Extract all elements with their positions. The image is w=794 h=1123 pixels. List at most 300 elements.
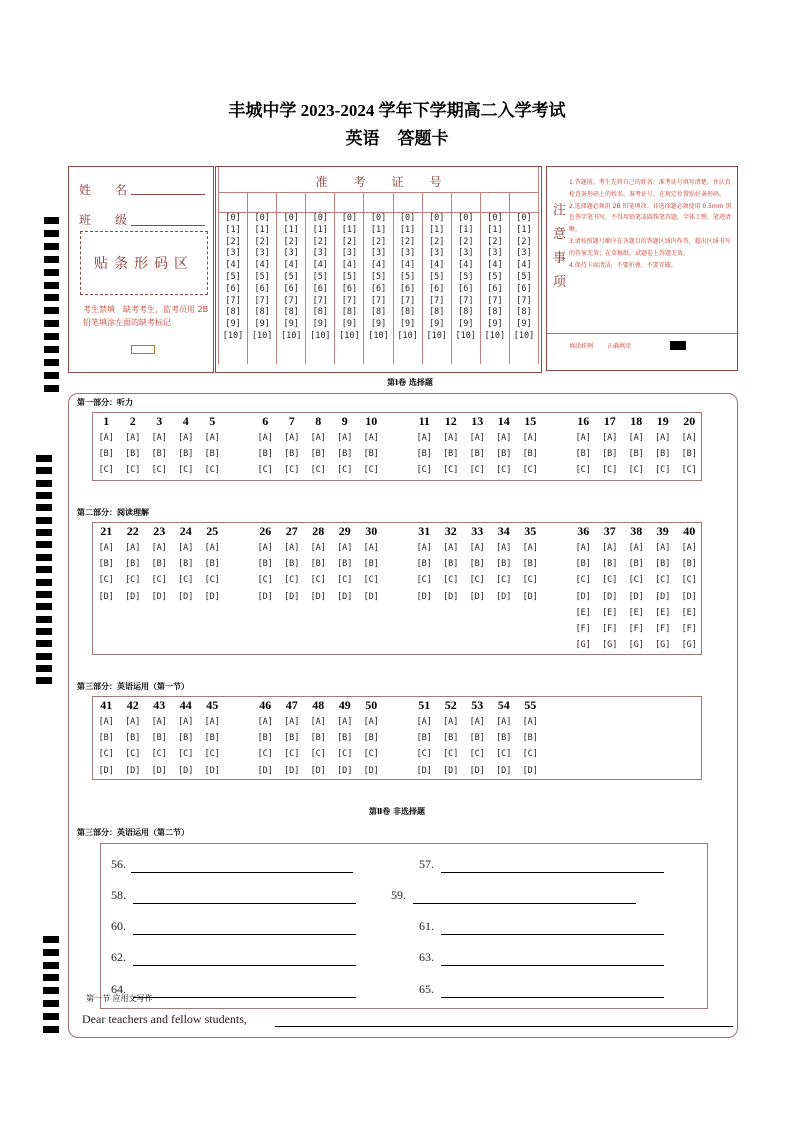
answer-bubble[interactable]: [C] xyxy=(284,575,300,586)
answer-bubble[interactable]: [B] xyxy=(310,733,326,744)
answer-bubble[interactable]: [C] xyxy=(416,575,432,586)
exam-number-bubble[interactable]: [6] xyxy=(254,283,270,294)
exam-number-bubble[interactable]: [7] xyxy=(254,295,270,306)
exam-number-bubble[interactable]: [2] xyxy=(341,236,358,247)
answer-bubble[interactable]: [A] xyxy=(443,717,459,728)
answer-bubble[interactable]: [A] xyxy=(284,543,300,554)
exam-number-bubble[interactable]: [7] xyxy=(312,295,328,306)
answer-bubble[interactable]: [E] xyxy=(602,607,618,618)
exam-number-bubble[interactable]: [8] xyxy=(370,307,387,318)
blank-62[interactable] xyxy=(133,965,356,966)
exam-number-bubble[interactable]: [1] xyxy=(283,224,299,235)
answer-bubble[interactable]: [A] xyxy=(363,433,379,444)
answer-bubble[interactable]: [E] xyxy=(628,607,644,618)
exam-number-write-cell[interactable] xyxy=(364,193,392,213)
answer-bubble[interactable]: [B] xyxy=(204,733,220,744)
class-field[interactable] xyxy=(131,225,205,226)
answer-bubble[interactable]: [G] xyxy=(575,640,591,651)
answer-bubble[interactable]: [B] xyxy=(125,559,141,570)
exam-number-bubble[interactable]: [6] xyxy=(283,283,299,294)
exam-number-bubble[interactable]: [6] xyxy=(370,283,387,294)
answer-bubble[interactable]: [C] xyxy=(628,575,644,586)
answer-bubble[interactable]: [D] xyxy=(178,765,194,776)
exam-number-bubble[interactable]: [1] xyxy=(487,224,503,235)
answer-bubble[interactable]: [F] xyxy=(681,624,697,635)
exam-number-bubble[interactable]: [7] xyxy=(283,295,299,306)
answer-bubble[interactable]: [B] xyxy=(602,559,618,570)
answer-bubble[interactable]: [B] xyxy=(628,559,644,570)
answer-bubble[interactable]: [D] xyxy=(204,591,220,602)
answer-bubble[interactable]: [A] xyxy=(416,717,432,728)
answer-bubble[interactable]: [A] xyxy=(522,543,538,554)
answer-bubble[interactable]: [B] xyxy=(151,733,167,744)
answer-bubble[interactable]: [D] xyxy=(310,591,326,602)
exam-number-bubble[interactable]: [8] xyxy=(254,307,270,318)
answer-bubble[interactable]: [F] xyxy=(628,624,644,635)
answer-bubble[interactable]: [A] xyxy=(469,433,485,444)
answer-bubble[interactable]: [B] xyxy=(284,449,300,460)
answer-bubble[interactable]: [A] xyxy=(151,717,167,728)
answer-bubble[interactable]: [D] xyxy=(363,765,379,776)
blank-60[interactable] xyxy=(133,934,356,935)
exam-number-bubble[interactable]: [1] xyxy=(225,224,241,235)
answer-bubble[interactable]: [C] xyxy=(151,575,167,586)
exam-number-bubble[interactable]: [10] xyxy=(455,330,477,341)
answer-bubble[interactable]: [A] xyxy=(469,717,485,728)
exam-number-bubble[interactable]: [2] xyxy=(458,236,474,247)
exam-number-bubble[interactable]: [5] xyxy=(254,271,270,282)
answer-bubble[interactable]: [D] xyxy=(496,591,512,602)
answer-bubble[interactable]: [G] xyxy=(628,640,644,651)
exam-number-bubble[interactable]: [1] xyxy=(429,224,445,235)
answer-bubble[interactable]: [D] xyxy=(284,591,300,602)
exam-number-bubble[interactable]: [7] xyxy=(225,295,241,306)
answer-bubble[interactable]: [A] xyxy=(628,433,644,444)
answer-bubble[interactable]: [C] xyxy=(655,465,671,476)
answer-bubble[interactable]: [E] xyxy=(681,607,697,618)
exam-number-bubble[interactable]: [0] xyxy=(458,213,474,223)
exam-number-bubble[interactable]: [7] xyxy=(429,295,445,306)
answer-bubble[interactable]: [B] xyxy=(257,449,273,460)
answer-bubble[interactable]: [C] xyxy=(125,465,141,476)
exam-number-bubble[interactable]: [2] xyxy=(254,236,270,247)
answer-bubble[interactable]: [B] xyxy=(681,449,697,460)
answer-bubble[interactable]: [A] xyxy=(575,433,591,444)
answer-bubble[interactable]: [D] xyxy=(522,591,538,602)
exam-number-bubble[interactable]: [10] xyxy=(251,330,273,341)
answer-bubble[interactable]: [B] xyxy=(443,449,459,460)
answer-bubble[interactable]: [A] xyxy=(337,543,353,554)
exam-number-bubble[interactable]: [2] xyxy=(429,236,445,247)
exam-number-bubble[interactable]: [5] xyxy=(458,271,474,282)
answer-bubble[interactable]: [D] xyxy=(628,591,644,602)
exam-number-write-cell[interactable] xyxy=(481,193,509,213)
exam-number-write-cell[interactable] xyxy=(423,193,451,213)
answer-bubble[interactable]: [D] xyxy=(416,591,432,602)
exam-number-bubble[interactable]: [0] xyxy=(370,213,387,223)
answer-bubble[interactable]: [B] xyxy=(575,559,591,570)
writing-line[interactable] xyxy=(275,1026,733,1027)
exam-number-bubble[interactable]: [3] xyxy=(516,248,532,259)
answer-bubble[interactable]: [C] xyxy=(469,749,485,760)
answer-bubble[interactable]: [A] xyxy=(125,433,141,444)
exam-number-bubble[interactable]: [4] xyxy=(254,260,270,271)
answer-bubble[interactable]: [E] xyxy=(655,607,671,618)
answer-bubble[interactable]: [A] xyxy=(337,717,353,728)
answer-bubble[interactable]: [B] xyxy=(628,449,644,460)
answer-bubble[interactable]: [F] xyxy=(602,624,618,635)
answer-bubble[interactable]: [A] xyxy=(522,717,538,728)
exam-number-bubble[interactable]: [0] xyxy=(312,213,328,223)
exam-number-write-cell[interactable] xyxy=(510,193,538,213)
answer-bubble[interactable]: [D] xyxy=(337,591,353,602)
exam-number-bubble[interactable]: [0] xyxy=(516,213,532,223)
answer-bubble[interactable]: [B] xyxy=(496,733,512,744)
answer-bubble[interactable]: [C] xyxy=(337,465,353,476)
exam-number-bubble[interactable]: [9] xyxy=(254,319,270,330)
answer-bubble[interactable]: [A] xyxy=(98,433,114,444)
exam-number-bubble[interactable]: [10] xyxy=(368,330,389,341)
exam-number-bubble[interactable]: [3] xyxy=(341,248,358,259)
answer-bubble[interactable]: [B] xyxy=(257,733,273,744)
answer-bubble[interactable]: [A] xyxy=(257,433,273,444)
exam-number-bubble[interactable]: [6] xyxy=(458,283,474,294)
name-field[interactable] xyxy=(131,194,205,195)
answer-bubble[interactable]: [C] xyxy=(681,575,697,586)
answer-bubble[interactable]: [C] xyxy=(602,575,618,586)
exam-number-bubble[interactable]: [6] xyxy=(516,283,532,294)
answer-bubble[interactable]: [C] xyxy=(178,575,194,586)
exam-number-bubble[interactable]: [9] xyxy=(487,319,503,330)
answer-bubble[interactable]: [B] xyxy=(178,449,194,460)
exam-number-write-cell[interactable] xyxy=(219,193,247,213)
answer-bubble[interactable]: [C] xyxy=(178,465,194,476)
answer-bubble[interactable]: [A] xyxy=(284,433,300,444)
answer-bubble[interactable]: [B] xyxy=(522,449,538,460)
blank-58[interactable] xyxy=(133,903,356,904)
exam-number-write-cell[interactable] xyxy=(277,193,305,213)
exam-number-bubble[interactable]: [3] xyxy=(283,248,299,259)
exam-number-bubble[interactable]: [2] xyxy=(370,236,387,247)
exam-number-bubble[interactable]: [10] xyxy=(222,330,244,341)
answer-bubble[interactable]: [F] xyxy=(655,624,671,635)
exam-number-bubble[interactable]: [2] xyxy=(399,236,416,247)
exam-number-bubble[interactable]: [8] xyxy=(458,307,474,318)
exam-number-bubble[interactable]: [4] xyxy=(429,260,445,271)
exam-number-bubble[interactable]: [10] xyxy=(310,330,331,341)
exam-number-bubble[interactable]: [4] xyxy=(458,260,474,271)
answer-bubble[interactable]: [C] xyxy=(443,465,459,476)
answer-bubble[interactable]: [B] xyxy=(125,733,141,744)
answer-bubble[interactable]: [F] xyxy=(575,624,591,635)
exam-number-bubble[interactable]: [8] xyxy=(399,307,416,318)
exam-number-bubble[interactable]: [0] xyxy=(254,213,270,223)
answer-bubble[interactable]: [C] xyxy=(257,575,273,586)
exam-number-bubble[interactable]: [3] xyxy=(254,248,270,259)
answer-bubble[interactable]: [C] xyxy=(284,465,300,476)
exam-number-bubble[interactable]: [7] xyxy=(458,295,474,306)
exam-number-bubble[interactable]: [6] xyxy=(225,283,241,294)
exam-number-bubble[interactable]: [9] xyxy=(516,319,532,330)
answer-bubble[interactable]: [B] xyxy=(204,449,220,460)
answer-bubble[interactable]: [D] xyxy=(151,591,167,602)
exam-number-bubble[interactable]: [3] xyxy=(312,248,328,259)
exam-number-bubble[interactable]: [0] xyxy=(399,213,416,223)
answer-bubble[interactable]: [C] xyxy=(204,749,220,760)
exam-number-bubble[interactable]: [0] xyxy=(341,213,358,223)
answer-bubble[interactable]: [C] xyxy=(681,465,697,476)
exam-number-bubble[interactable]: [9] xyxy=(429,319,445,330)
answer-bubble[interactable]: [C] xyxy=(575,465,591,476)
answer-bubble[interactable]: [B] xyxy=(178,559,194,570)
answer-bubble[interactable]: [A] xyxy=(257,717,273,728)
blank-56[interactable] xyxy=(131,872,353,873)
answer-bubble[interactable]: [A] xyxy=(602,543,618,554)
exam-number-bubble[interactable]: [6] xyxy=(429,283,445,294)
exam-number-bubble[interactable]: [0] xyxy=(429,213,445,223)
answer-bubble[interactable]: [B] xyxy=(655,449,671,460)
answer-bubble[interactable]: [B] xyxy=(469,449,485,460)
exam-number-bubble[interactable]: [2] xyxy=(516,236,532,247)
answer-bubble[interactable]: [B] xyxy=(310,449,326,460)
exam-number-bubble[interactable]: [10] xyxy=(339,330,360,341)
exam-number-bubble[interactable]: [8] xyxy=(429,307,445,318)
answer-bubble[interactable]: [A] xyxy=(655,433,671,444)
answer-bubble[interactable]: [B] xyxy=(363,449,379,460)
blank-64[interactable] xyxy=(133,997,356,998)
answer-bubble[interactable]: [C] xyxy=(469,465,485,476)
answer-bubble[interactable]: [D] xyxy=(257,765,273,776)
answer-bubble[interactable]: [C] xyxy=(337,749,353,760)
answer-bubble[interactable]: [C] xyxy=(496,575,512,586)
exam-number-bubble[interactable]: [4] xyxy=(399,260,416,271)
answer-bubble[interactable]: [D] xyxy=(681,591,697,602)
answer-bubble[interactable]: [D] xyxy=(284,765,300,776)
answer-bubble[interactable]: [A] xyxy=(416,543,432,554)
answer-bubble[interactable]: [A] xyxy=(204,543,220,554)
answer-bubble[interactable]: [C] xyxy=(522,465,538,476)
blank-59[interactable] xyxy=(413,903,636,904)
blank-63[interactable] xyxy=(441,965,664,966)
answer-bubble[interactable]: [C] xyxy=(469,575,485,586)
exam-number-bubble[interactable]: [5] xyxy=(399,271,416,282)
answer-bubble[interactable]: [B] xyxy=(416,559,432,570)
answer-bubble[interactable]: [B] xyxy=(125,449,141,460)
answer-bubble[interactable]: [C] xyxy=(125,749,141,760)
answer-bubble[interactable]: [C] xyxy=(655,575,671,586)
exam-number-bubble[interactable]: [4] xyxy=(516,260,532,271)
answer-bubble[interactable]: [D] xyxy=(257,591,273,602)
answer-bubble[interactable]: [C] xyxy=(602,465,618,476)
answer-bubble[interactable]: [C] xyxy=(151,749,167,760)
answer-bubble[interactable]: [B] xyxy=(337,733,353,744)
answer-bubble[interactable]: [C] xyxy=(416,465,432,476)
exam-number-bubble[interactable]: [1] xyxy=(370,224,387,235)
answer-bubble[interactable]: [A] xyxy=(204,433,220,444)
answer-bubble[interactable]: [D] xyxy=(363,591,379,602)
answer-bubble[interactable]: [A] xyxy=(204,717,220,728)
answer-bubble[interactable]: [C] xyxy=(310,465,326,476)
answer-bubble[interactable]: [D] xyxy=(337,765,353,776)
exam-number-bubble[interactable]: [8] xyxy=(225,307,241,318)
exam-number-bubble[interactable]: [5] xyxy=(312,271,328,282)
answer-bubble[interactable]: [A] xyxy=(178,543,194,554)
answer-bubble[interactable]: [C] xyxy=(310,575,326,586)
answer-bubble[interactable]: [G] xyxy=(602,640,618,651)
answer-bubble[interactable]: [A] xyxy=(363,543,379,554)
exam-number-bubble[interactable]: [5] xyxy=(341,271,358,282)
answer-bubble[interactable]: [A] xyxy=(151,543,167,554)
answer-bubble[interactable]: [D] xyxy=(98,591,114,602)
answer-bubble[interactable]: [G] xyxy=(681,640,697,651)
exam-number-bubble[interactable]: [8] xyxy=(487,307,503,318)
answer-bubble[interactable]: [A] xyxy=(681,433,697,444)
exam-number-bubble[interactable]: [6] xyxy=(399,283,416,294)
answer-bubble[interactable]: [A] xyxy=(257,543,273,554)
answer-bubble[interactable]: [C] xyxy=(337,575,353,586)
answer-bubble[interactable]: [C] xyxy=(125,575,141,586)
exam-number-bubble[interactable]: [1] xyxy=(341,224,358,235)
answer-bubble[interactable]: [B] xyxy=(257,559,273,570)
answer-bubble[interactable]: [D] xyxy=(443,591,459,602)
exam-number-bubble[interactable]: [10] xyxy=(426,330,447,341)
answer-bubble[interactable]: [B] xyxy=(98,559,114,570)
answer-bubble[interactable]: [A] xyxy=(178,717,194,728)
answer-bubble[interactable]: [C] xyxy=(257,749,273,760)
answer-bubble[interactable]: [A] xyxy=(125,717,141,728)
exam-number-bubble[interactable]: [6] xyxy=(341,283,358,294)
answer-bubble[interactable]: [B] xyxy=(443,733,459,744)
answer-bubble[interactable]: [B] xyxy=(522,559,538,570)
exam-number-bubble[interactable]: [8] xyxy=(283,307,299,318)
exam-number-bubble[interactable]: [5] xyxy=(283,271,299,282)
exam-number-bubble[interactable]: [7] xyxy=(399,295,416,306)
answer-bubble[interactable]: [D] xyxy=(125,765,141,776)
exam-number-bubble[interactable]: [9] xyxy=(283,319,299,330)
answer-bubble[interactable]: [A] xyxy=(151,433,167,444)
exam-number-bubble[interactable]: [3] xyxy=(458,248,474,259)
exam-number-bubble[interactable]: [6] xyxy=(487,283,503,294)
exam-number-bubble[interactable]: [4] xyxy=(341,260,358,271)
exam-number-write-cell[interactable] xyxy=(248,193,276,213)
answer-bubble[interactable]: [C] xyxy=(416,749,432,760)
exam-number-bubble[interactable]: [1] xyxy=(312,224,328,235)
blank-61[interactable] xyxy=(441,934,664,935)
answer-bubble[interactable]: [B] xyxy=(469,559,485,570)
answer-bubble[interactable]: [D] xyxy=(125,591,141,602)
exam-number-bubble[interactable]: [5] xyxy=(516,271,532,282)
exam-number-write-cell[interactable] xyxy=(394,193,422,213)
answer-bubble[interactable]: [B] xyxy=(151,449,167,460)
answer-bubble[interactable]: [C] xyxy=(443,575,459,586)
answer-bubble[interactable]: [A] xyxy=(602,433,618,444)
exam-number-bubble[interactable]: [7] xyxy=(341,295,358,306)
exam-number-bubble[interactable]: [9] xyxy=(312,319,328,330)
answer-bubble[interactable]: [A] xyxy=(125,543,141,554)
answer-bubble[interactable]: [B] xyxy=(416,449,432,460)
absent-mark-box[interactable] xyxy=(131,345,155,354)
answer-bubble[interactable]: [B] xyxy=(337,559,353,570)
answer-bubble[interactable]: [A] xyxy=(98,543,114,554)
exam-number-bubble[interactable]: [9] xyxy=(458,319,474,330)
exam-number-bubble[interactable]: [9] xyxy=(225,319,241,330)
answer-bubble[interactable]: [C] xyxy=(98,749,114,760)
answer-bubble[interactable]: [A] xyxy=(416,433,432,444)
answer-bubble[interactable]: [B] xyxy=(284,733,300,744)
answer-bubble[interactable]: [C] xyxy=(575,575,591,586)
answer-bubble[interactable]: [A] xyxy=(310,433,326,444)
exam-number-write-cell[interactable] xyxy=(306,193,334,213)
answer-bubble[interactable]: [D] xyxy=(151,765,167,776)
exam-number-write-cell[interactable] xyxy=(452,193,480,213)
answer-bubble[interactable]: [B] xyxy=(98,733,114,744)
answer-bubble[interactable]: [B] xyxy=(522,733,538,744)
exam-number-bubble[interactable]: [0] xyxy=(283,213,299,223)
exam-number-bubble[interactable]: [1] xyxy=(458,224,474,235)
exam-number-bubble[interactable]: [10] xyxy=(513,330,535,341)
answer-bubble[interactable]: [A] xyxy=(363,717,379,728)
exam-number-bubble[interactable]: [2] xyxy=(312,236,328,247)
exam-number-bubble[interactable]: [3] xyxy=(429,248,445,259)
exam-number-bubble[interactable]: [3] xyxy=(370,248,387,259)
exam-number-bubble[interactable]: [10] xyxy=(397,330,418,341)
answer-bubble[interactable]: [C] xyxy=(98,575,114,586)
answer-bubble[interactable]: [A] xyxy=(310,543,326,554)
exam-number-bubble[interactable]: [4] xyxy=(283,260,299,271)
answer-bubble[interactable]: [B] xyxy=(151,559,167,570)
exam-number-bubble[interactable]: [1] xyxy=(399,224,416,235)
answer-bubble[interactable]: [A] xyxy=(655,543,671,554)
answer-bubble[interactable]: [D] xyxy=(98,765,114,776)
exam-number-bubble[interactable]: [10] xyxy=(280,330,302,341)
answer-bubble[interactable]: [C] xyxy=(98,465,114,476)
exam-number-bubble[interactable]: [4] xyxy=(225,260,241,271)
exam-number-bubble[interactable]: [2] xyxy=(225,236,241,247)
answer-bubble[interactable]: [A] xyxy=(469,543,485,554)
answer-bubble[interactable]: [D] xyxy=(443,765,459,776)
exam-number-bubble[interactable]: [3] xyxy=(487,248,503,259)
answer-bubble[interactable]: [D] xyxy=(416,765,432,776)
blank-57[interactable] xyxy=(441,872,664,873)
exam-number-bubble[interactable]: [7] xyxy=(516,295,532,306)
answer-bubble[interactable]: [C] xyxy=(178,749,194,760)
answer-bubble[interactable]: [B] xyxy=(310,559,326,570)
exam-number-bubble[interactable]: [9] xyxy=(341,319,358,330)
answer-bubble[interactable]: [A] xyxy=(496,717,512,728)
answer-bubble[interactable]: [D] xyxy=(469,765,485,776)
exam-number-bubble[interactable]: [10] xyxy=(484,330,506,341)
answer-bubble[interactable]: [D] xyxy=(496,765,512,776)
exam-number-bubble[interactable]: [3] xyxy=(399,248,416,259)
answer-bubble[interactable]: [A] xyxy=(443,433,459,444)
answer-bubble[interactable]: [C] xyxy=(204,465,220,476)
exam-number-bubble[interactable]: [6] xyxy=(312,283,328,294)
answer-bubble[interactable]: [B] xyxy=(98,449,114,460)
answer-bubble[interactable]: [C] xyxy=(284,749,300,760)
exam-number-bubble[interactable]: [9] xyxy=(370,319,387,330)
exam-number-bubble[interactable]: [4] xyxy=(370,260,387,271)
answer-bubble[interactable]: [C] xyxy=(310,749,326,760)
answer-bubble[interactable]: [B] xyxy=(337,449,353,460)
blank-65[interactable] xyxy=(441,997,664,998)
answer-bubble[interactable]: [C] xyxy=(363,749,379,760)
exam-number-bubble[interactable]: [0] xyxy=(225,213,241,223)
answer-bubble[interactable]: [C] xyxy=(628,465,644,476)
answer-bubble[interactable]: [B] xyxy=(469,733,485,744)
answer-bubble[interactable]: [B] xyxy=(178,733,194,744)
answer-bubble[interactable]: [B] xyxy=(204,559,220,570)
answer-bubble[interactable]: [D] xyxy=(655,591,671,602)
